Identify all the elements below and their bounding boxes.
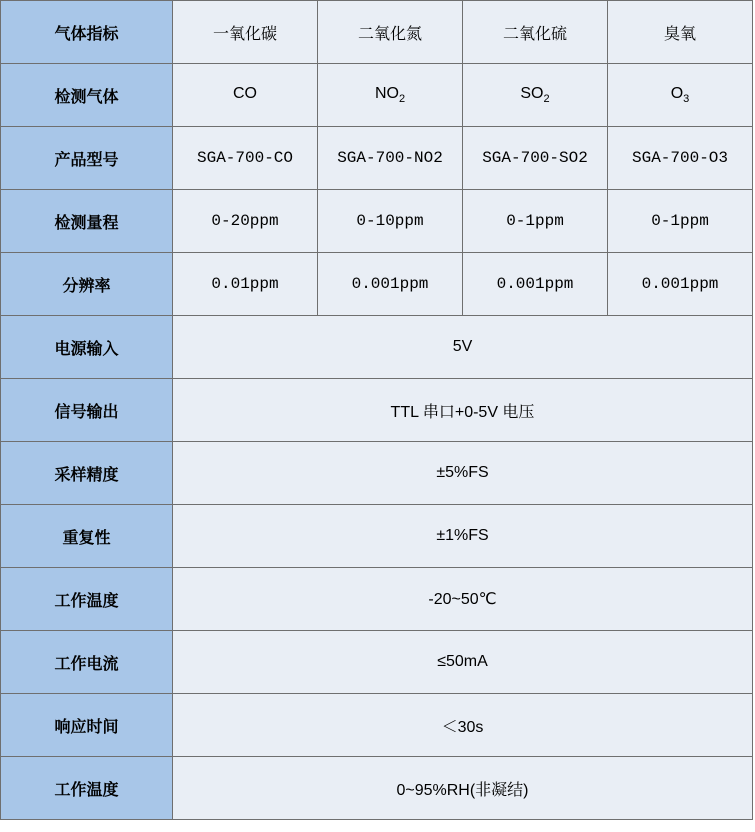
cell-range-co: 0-20ppm	[173, 190, 318, 253]
column-header-no2: 二氧化氮	[318, 1, 463, 64]
row-label-signal-output: 信号输出	[1, 379, 173, 442]
table-row	[1, 442, 753, 505]
table-row	[1, 631, 753, 694]
cell-resolution-so2: 0.001ppm	[463, 253, 608, 316]
table-row	[1, 127, 753, 190]
formula-base: CO	[233, 84, 257, 102]
spec-table-body	[1, 1, 753, 820]
column-header-o3: 臭氧	[608, 1, 753, 64]
column-header-co: 一氧化碳	[173, 1, 318, 64]
cell-working-current-value: ≤50mA	[173, 631, 753, 694]
row-label-resolution: 分辨率	[1, 253, 173, 316]
row-label-working-humidity: 工作温度	[1, 757, 173, 820]
row-label-response-time: 响应时间	[1, 694, 173, 757]
cell-resolution-no2: 0.001ppm	[318, 253, 463, 316]
cell-model-co: SGA-700-CO	[173, 127, 318, 190]
cell-response-time-value: ＜30s	[173, 694, 753, 757]
cell-model-no2: SGA-700-NO2	[318, 127, 463, 190]
row-label-gas-index: 气体指标	[1, 1, 173, 64]
row-label-working-temperature: 工作温度	[1, 568, 173, 631]
cell-resolution-o3: 0.001ppm	[608, 253, 753, 316]
cell-sampling-accuracy-value: ±5%FS	[173, 442, 753, 505]
formula-subscript: 2	[398, 93, 406, 106]
formula-base: O	[670, 84, 684, 102]
table-row	[1, 379, 753, 442]
row-label-repeatability: 重复性	[1, 505, 173, 568]
cell-resolution-co: 0.01ppm	[173, 253, 318, 316]
cell-power-input-value: 5V	[173, 316, 753, 379]
cell-detect-gas-o3	[608, 64, 753, 127]
cell-range-so2: 0-1ppm	[463, 190, 608, 253]
formula-subscript: 3	[683, 93, 690, 106]
cell-detect-gas-co	[173, 64, 318, 127]
cell-model-so2: SGA-700-SO2	[463, 127, 608, 190]
table-row	[1, 757, 753, 820]
formula-base: SO	[520, 84, 544, 102]
table-row	[1, 568, 753, 631]
cell-detect-gas-so2	[463, 64, 608, 127]
cell-repeatability-value: ±1%FS	[173, 505, 753, 568]
column-header-so2: 二氧化硫	[463, 1, 608, 64]
cell-range-no2: 0-10ppm	[318, 190, 463, 253]
cell-working-humidity-value: 0~95%RH(非凝结)	[173, 757, 753, 820]
table-row	[1, 64, 753, 127]
row-label-detect-gas: 检测气体	[1, 64, 173, 127]
row-label-working-current: 工作电流	[1, 631, 173, 694]
cell-detect-gas-no2	[318, 64, 463, 127]
cell-model-o3: SGA-700-O3	[608, 127, 753, 190]
table-row	[1, 253, 753, 316]
table-row	[1, 190, 753, 253]
formula-subscript: 2	[543, 93, 550, 106]
table-row	[1, 694, 753, 757]
table-row	[1, 505, 753, 568]
cell-working-temperature-value: -20~50℃	[173, 568, 753, 631]
table-row	[1, 316, 753, 379]
row-label-sampling-accuracy: 采样精度	[1, 442, 173, 505]
cell-range-o3: 0-1ppm	[608, 190, 753, 253]
table-header-row	[1, 1, 753, 64]
row-label-product-model: 产品型号	[1, 127, 173, 190]
row-label-range: 检测量程	[1, 190, 173, 253]
cell-signal-output-value: TTL 串口+0-5V 电压	[173, 379, 753, 442]
formula-base: NO	[374, 84, 399, 102]
row-label-power-input: 电源输入	[1, 316, 173, 379]
